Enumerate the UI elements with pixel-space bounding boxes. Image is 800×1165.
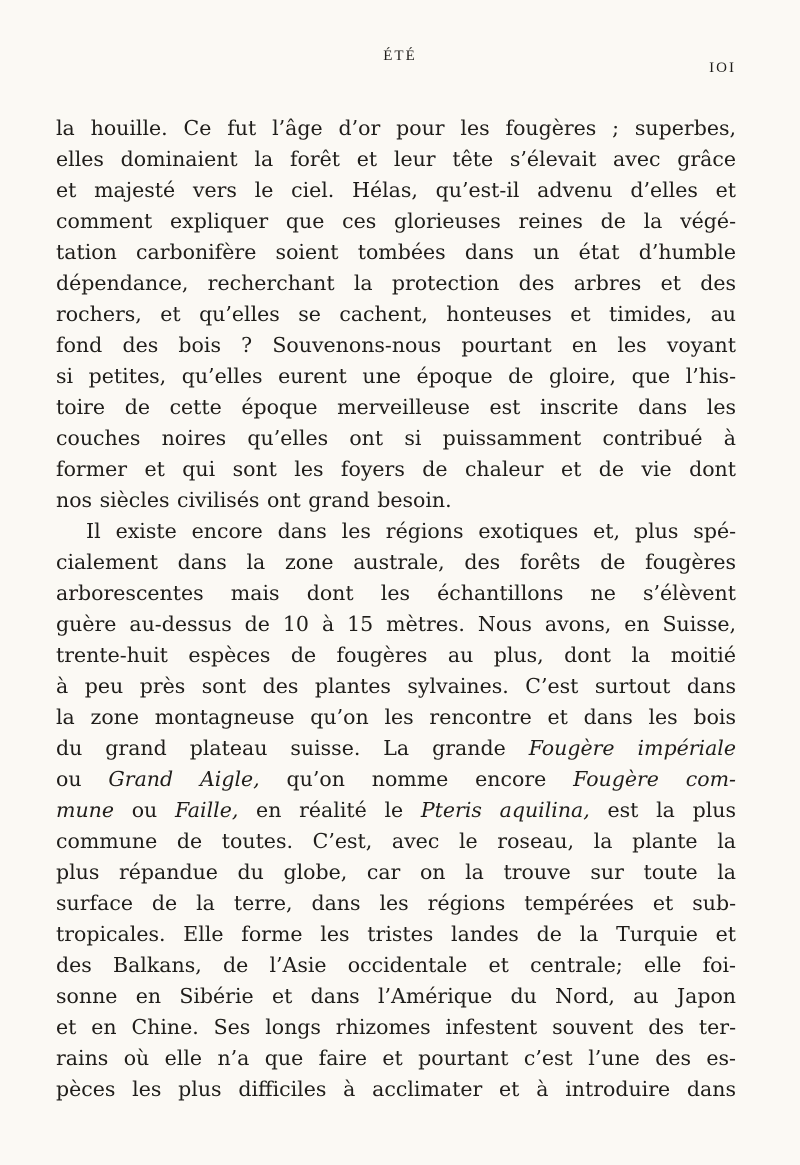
species-name: mune (56, 798, 114, 822)
species-name: Fougère impériale (528, 736, 737, 760)
text-line: et majesté vers le ciel. Hélas, qu’est-il advenu d’elles et (56, 178, 736, 202)
text-line: des Balkans, de l’Asie occidentale et centrale; elle foi- (56, 953, 736, 977)
text-run: ou (113, 798, 175, 822)
text-line: si petites, qu’elles eurent une époque de gloire, que l’his- (56, 364, 736, 388)
text-line: rochers, et qu’elles se cachent, honteuses et timides, au (56, 302, 736, 326)
text-line: dépendance, recherchant la protection des arbres et des (56, 271, 736, 295)
text-run: qu’on nomme encore (259, 767, 574, 791)
text-line (56, 733, 736, 763)
text-line: rains où elle n’a que faire et pourtant c’est l’une des es- (56, 1046, 736, 1070)
text-line: Il existe encore dans les régions exotiques et, plus spé- (86, 519, 736, 543)
text-line: toire de cette époque merveilleuse est inscrite dans les (56, 395, 736, 419)
species-name: Faille, (174, 798, 239, 822)
text-run: ou (56, 767, 109, 791)
text-line: tropicales. Elle forme les tristes landes de la Turquie et (56, 922, 736, 946)
text-line: couches noires qu’elles ont si puissamment contribué à (56, 426, 736, 450)
page-number: IOI (709, 60, 736, 76)
text-line: nos siècles civilisés ont grand besoin. (56, 488, 452, 512)
species-name: Fougère com- (573, 767, 736, 791)
text-line: arborescentes mais dont les échantillons ne s’élèvent (56, 581, 736, 605)
text-line: fond des bois ? Souvenons-nous pourtant en les voyant (56, 333, 736, 357)
text-line: pèces les plus difficiles à acclimater et à introduire dans (56, 1077, 736, 1101)
text-line: commune de toutes. C’est, avec le roseau, la plante la (56, 829, 736, 853)
text-line: surface de la terre, dans les régions tempérées et sub- (56, 891, 736, 915)
text-line: à peu près sont des plantes sylvaines. C’est surtout dans (56, 674, 736, 698)
text-run: en réalité le (238, 798, 421, 822)
text-line: et en Chine. Ses longs rhizomes infestent souvent des ter- (56, 1015, 736, 1039)
text-line: la zone montagneuse qu’on les rencontre et dans les bois (56, 705, 736, 729)
species-name: Pteris aquilina, (420, 798, 590, 822)
text-line: plus répandue du globe, car on la trouve sur toute la (56, 860, 736, 884)
text-line: trente-huit espèces de fougères au plus, dont la moitié (56, 643, 736, 667)
text-line: comment expliquer que ces glorieuses reines de la végé- (56, 209, 736, 233)
text-line (56, 795, 736, 825)
text-line: elles dominaient la forêt et leur tête s’élevait avec grâce (56, 147, 736, 171)
text-line: tation carbonifère soient tombées dans un état d’humble (56, 240, 736, 264)
text-line: former et qui sont les foyers de chaleur et de vie dont (56, 457, 736, 481)
species-name: Grand Aigle, (108, 767, 260, 791)
text-line: cialement dans la zone australe, des forêts de fougères (56, 550, 736, 574)
text-line (56, 764, 736, 794)
running-title: ÉTÉ (383, 48, 417, 64)
text-line: la houille. Ce fut l’âge d’or pour les fougères ; superbes, (56, 116, 736, 140)
text-run: est la plus (589, 798, 737, 822)
text-line: guère au-dessus de 10 à 15 mètres. Nous avons, en Suisse, (56, 612, 736, 636)
text-run: du grand plateau suisse. La grande (56, 736, 529, 760)
text-line: sonne en Sibérie et dans l’Amérique du Nord, au Japon (56, 984, 736, 1008)
